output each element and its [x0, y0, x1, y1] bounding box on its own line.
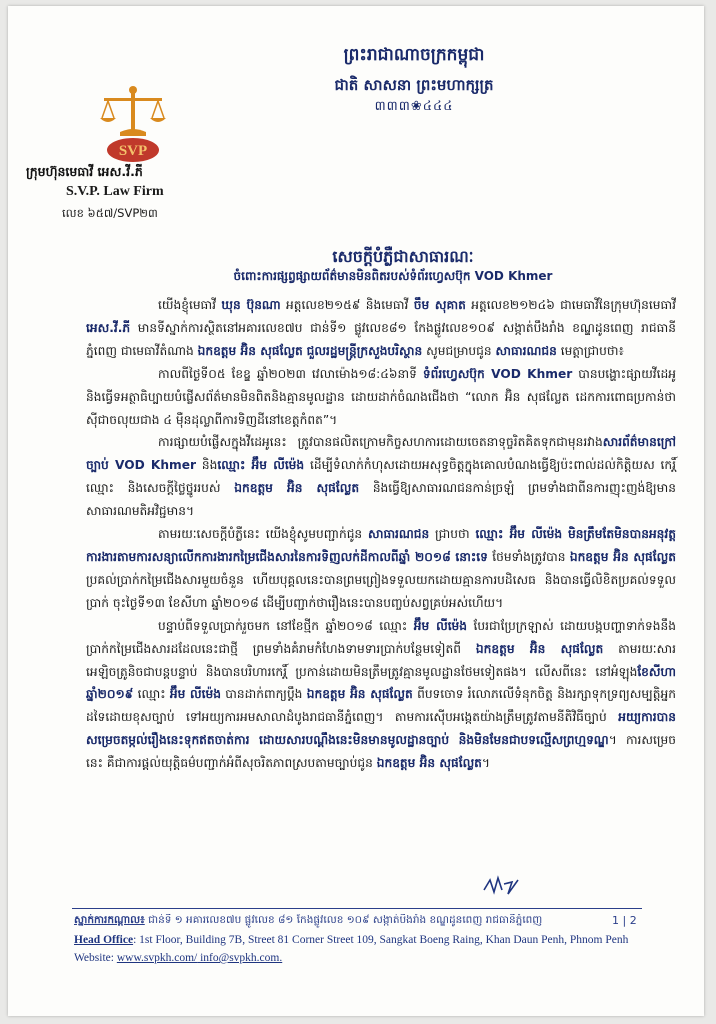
emphasized-text: សាធារណជន [495, 343, 557, 358]
paragraph-text: និង [196, 458, 218, 473]
paragraph-text: ប្រគល់ប្រាក់កម្រៃជើងសារមួយចំនួន ហើយបុគ្គលនេះបានព្រមព្រៀងទទួលយកដោយគ្មានការបដិសេធ និងបានធ្វើលិខិតប្រគល់ទទួលប្រាក់ ចុះថ្ងៃទី១៣ ខែសីហា ឆ្នាំ២០១៨ ដើម្បីបញ្ជាក់ថារឿងនេះបានបញ្ចប់សព្វគ្រប់អស់ហើយ។ [86, 572, 676, 610]
paragraph-text: សូមជម្រាបជូន [422, 343, 496, 358]
website-link[interactable]: www.svpkh.com/ [116, 952, 198, 964]
paragraph-text: និងធ្វើឱ្យសាធារណជនកាន់ច្រឡំ ព្រមទាំងជាពីនការញុះញង់ឱ្យមានសាធារណមតិអវិជ្ជមាន។ [86, 481, 676, 519]
emphasized-text: អយ្យការបានសម្រេចតម្កល់រឿងនេះទុកឥតចាត់ការ ដោយសារបណ្តឹងនេះមិនមានមូលដ្ឋានច្បាប់ និងមិនមែនជាបទល្មើសព្រហ្មទណ្ឌ [86, 710, 676, 748]
email-link[interactable]: info@svpkh.com. [197, 952, 283, 964]
footer-head-office [74, 934, 654, 946]
emphasized-text: ឯកឧត្តម អ៊ិន សុផល្លែត [376, 756, 482, 771]
body-paragraph [86, 431, 676, 523]
emphasized-text: ឈ្មោះ អ៊ឹម លីម៉េង [217, 458, 305, 473]
body-paragraph [86, 294, 676, 363]
firm-name-english: S.V.P. Law Firm [66, 184, 164, 199]
website-label: Website: [74, 952, 117, 964]
emphasized-text: ខែសីហា ឆ្នាំ២០១៩ [86, 664, 676, 702]
emphasized-text: ឯកឧត្តម អ៊ិន សុផល្លែត [234, 481, 360, 496]
body-paragraph [86, 523, 676, 615]
paragraph-text: បែរជាប្រែក្រឡាស់ ដោយបង្កបញ្ហាទាក់ទងនឹងប្រាក់កម្រៃជើងសារដដែលនេះជាថ្មី ព្រមទាំងគំរាមកំហែងទាមទារប្រាក់បន្ថែមទៀតពី [86, 618, 676, 656]
paragraph-text: យើងខ្ញុំមេធាវី [158, 298, 222, 312]
paragraph-text: ជ្រាបថា [429, 527, 476, 542]
letter-body [86, 294, 676, 775]
address-label-khmer: ស្នាក់ការកណ្តាល៖ [74, 914, 145, 926]
emphasized-text: ឯកឧត្តម អ៊ិន សុផល្លែត [475, 641, 604, 656]
paragraph-text: ពីបទចោទ រំលោភលើទំនុកចិត្ត និងរក្សាទុកទ្រព្យសម្បត្តិអ្នកដទៃដោយខុសច្បាប់ ទៅអយ្យការអមសាលាដំបូងរាជធានីភ្នំពេញ។ តាមការស៊ើបអង្កេតយ៉ាងត្រឹមត្រូវតាមនីតិវិធីច្បាប់ [86, 687, 676, 725]
document-title: សេចក្តីបំភ្លឺជាសាធារណៈ [332, 247, 474, 266]
emphasized-text: ទំព័រហ្វេសប៊ុក VOD Khmer [422, 366, 573, 381]
emphasized-text: អេស.វី.ភី [86, 320, 131, 335]
national-motto: ជាតិ សាសនា ព្រះមហាក្សត្រ [334, 76, 494, 94]
emphasized-text: អ៊ឹម លីម៉េង [413, 618, 468, 633]
firm-name-khmer: ក្រុមហ៊ុនមេធាវី អេស.វី.ភី [26, 164, 143, 179]
emphasized-text: សាធារណជន [367, 527, 430, 542]
emphasized-text: ឯកឧត្តម អ៊ិន សុផល្លែត [197, 343, 303, 358]
emphasized-text: ឯកឧត្តម អ៊ិន សុផល្លែត [306, 687, 413, 702]
emphasized-text: ឯកឧត្តម អ៊ិន សុផល្លែត [569, 549, 676, 564]
paragraph-text: បានដាក់ពាក្យប្តឹង [220, 687, 307, 702]
emphasized-text: ចឹម សុគាត [413, 298, 466, 312]
paragraph-text: បានបង្ហោះផ្សាយវីដេអូ និងធ្វើទអត្ថាធិប្បាយបំផ្លើសព័ត៌មានមិនពិតនិងគ្មានមូលដ្ឋាន ដោយដាក់ចំណងជើងថា “លោក អ៊ិន សុផល្លែត ដេកការពោធប្រកាន់ថា ស៊ីជាចលុយជាង ៤ ម៉ឺនដុល្លាពីការទិញដីនៅខេត្តកំពត”។ [86, 366, 677, 427]
paragraph-text: មេត្តាជ្រាបថា៖ [556, 343, 624, 358]
paragraph-text: បន្ទាប់ពីទទួលប្រាក់រួចមក នៅខែថ្មីក ឆ្នាំ២០១៨ ឈ្មោះ [158, 618, 414, 633]
emphasized-text: មិនត្រឹមតែមិនបានអនុវត្តការងារតាមការសន្យាលើកការងារកម្រៃជើងសារនៃការទិញលក់ដីកាលពីឆ្នាំ ២០១៨ នោះទេ [86, 527, 677, 564]
head-office-address: : 1st Floor, Building 7B, Street 81 Corner Street 109, Sangkat Boeng Raing, Khan Daun Penh, Phnom Penh [133, 934, 629, 946]
paragraph-text: ការផ្សាយបំផ្លើសក្នុងវីដេអូនេះ ត្រូវបានផលិតក្រោមកិច្ចសហការដោយចេតនាទុច្ចរិតគិតទុកជាមុនរវាង [158, 435, 603, 450]
paragraph-text: អត្តលេខ២១៥៩ និងមេធាវី [280, 298, 414, 312]
ornament-divider: ៣៣៣❀៤៤៤ [374, 99, 454, 114]
paragraph-text: កាលពីថ្ងៃទី០៥ ខែឧ្ឌ ឆ្នាំ២០២៣ វេលាម៉ោង១៨:៤៦នាទី [158, 366, 423, 381]
head-office-label: Head Office [74, 934, 134, 946]
scales-of-justice-logo [90, 84, 176, 170]
paragraph-text: អត្តលេខ២១២៤៦ ជាមេធាវីនៃក្រុមហ៊ុនមេធាវី [465, 298, 676, 312]
footer-divider [72, 908, 642, 909]
footer-contact [74, 952, 282, 964]
emphasized-text: ឈ្មោះ អ៊ឹម លីម៉េង [475, 527, 563, 542]
footer-address-khmer [74, 914, 634, 929]
reference-number: លេខ ៦៥៧/SVP២៣ [62, 206, 158, 220]
document-subtitle: ចំពោះការផ្សព្វផ្សាយព័ត៌មានមិនពិតរបស់ទំព័រហ្វេសប៊ុក VOD Khmer [233, 269, 553, 283]
body-paragraph [86, 615, 676, 775]
signature-initials [482, 874, 522, 898]
address-text-khmer: ជាន់ទី ១ អគារលេខ៧ប ផ្លូវលេខ ៨១ កែងផ្លូវលេខ ១០៩ សង្កាត់បឹងរាំង ខណ្ឌដូនពេញ រាជធានីភ្នំពេញ [144, 914, 543, 926]
page-number: 1 | 2 [612, 914, 637, 927]
paragraph-text: តាមរយៈសារអេឡិចត្រូនិចជាបន្តបន្ទាប់ និងបានបរិហារកេរ្តិ៍ ប្រកាន់ដោយមិនត្រឹមត្រូវគ្មានមូលដ្ឋានថែមទៀតផង។ លើសពីនេះ នៅអំឡុង [86, 641, 676, 679]
paragraph-text: ឈ្មោះ [133, 687, 170, 702]
svg-text:SVP: SVP [118, 143, 148, 159]
emphasized-text: អ៊ឹម លីម៉េង [169, 687, 221, 702]
paragraph-text: ថែមទាំងត្រូវបាន [487, 549, 570, 564]
paragraph-text: ។ ការសម្រេចនេះ គឺជាការផ្តល់យុត្តិធម៌បញ្ជាក់អំពីសុចរិតភាពស្របតាមច្បាប់ជូន [86, 733, 676, 771]
paragraph-text: ។ [481, 756, 490, 771]
body-paragraph [86, 363, 676, 432]
emphasized-text: សារព័ត៌មានក្រៅច្បាប់ VOD Khmer [86, 435, 676, 473]
emphasized-text: ជួលរដ្ឋមន្ត្រីក្រសួងបរិស្ថាន [306, 343, 423, 358]
paragraph-text: មានទីស្នាក់ការស្ថិតនៅអគារលេខ៧ប ជាន់ទី១ ផ្លូវលេខ៨១ កែងផ្លូវលេខ១០៩ សង្កាត់បឹងរាំង ខណ្ឌដូនពេញ រាជធានីភ្នំពេញ ជាមេធាវីតំណាង [86, 320, 676, 358]
letter-page [8, 6, 704, 1016]
kingdom-heading: ព្រះរាជាណាចក្រកម្ពុជា [343, 45, 485, 65]
emphasized-text: ឃុន ប៊ុនណា [221, 298, 281, 312]
paragraph-text: ដើម្បីទំលាក់កំហុសដោយអសុទ្ធចិត្តក្នុងគោលបំណងធ្វើឱ្យប៉ះពាល់ដល់កិត្តិយស កេរ្តិ៍ឈ្មោះ និងសេចក្តីថ្លៃថ្នូររបស់ [86, 458, 676, 496]
paragraph-text: តាមរយៈសេចក្តីបំភ្លឺនេះ យើងខ្ញុំសូមបញ្ជាក់ជូន [158, 527, 368, 542]
